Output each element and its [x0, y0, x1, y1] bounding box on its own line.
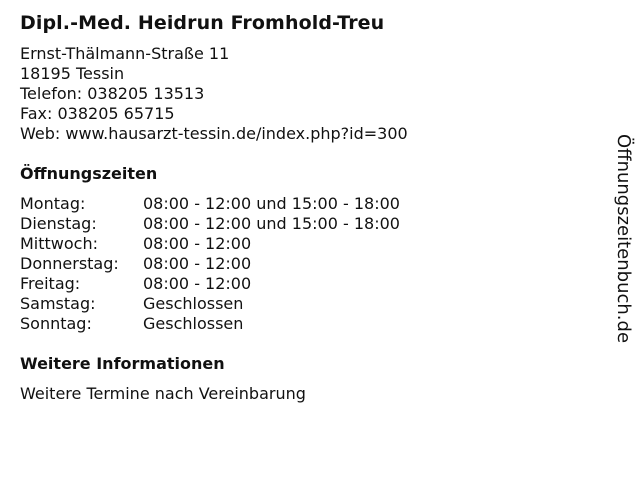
opening-hours-heading: Öffnungszeiten — [20, 164, 158, 183]
more-info-text: Weitere Termine nach Vereinbarung — [20, 384, 306, 403]
phone-number: Telefon: 038205 13513 — [20, 84, 205, 103]
practice-name: Dipl.-Med. Heidrun Fromhold-Treu — [20, 12, 385, 34]
day-label: Mittwoch: — [20, 234, 98, 253]
website-link[interactable]: Web: www.hausarzt-tessin.de/index.php?id=300 — [20, 124, 408, 143]
hours-row — [20, 274, 600, 294]
hours-value: Geschlossen — [143, 294, 244, 313]
hours-value: 08:00 - 12:00 und 15:00 - 18:00 — [143, 214, 400, 233]
more-info-heading: Weitere Informationen — [20, 354, 225, 373]
hours-row — [20, 194, 600, 214]
day-label: Montag: — [20, 194, 86, 213]
city-address: 18195 Tessin — [20, 64, 125, 83]
day-label: Dienstag: — [20, 214, 97, 233]
hours-value: 08:00 - 12:00 — [143, 274, 252, 293]
hours-value: Geschlossen — [143, 314, 244, 333]
hours-value: 08:00 - 12:00 — [143, 254, 252, 273]
brand-watermark: Öffnungszeitenbuch.de — [613, 134, 634, 344]
opening-hours-table — [20, 194, 600, 334]
day-label: Freitag: — [20, 274, 81, 293]
day-label: Donnerstag: — [20, 254, 119, 273]
practice-card — [20, 10, 600, 404]
day-label: Samstag: — [20, 294, 96, 313]
hours-row — [20, 294, 600, 314]
street-address: Ernst-Thälmann-Straße 11 — [20, 44, 230, 63]
hours-row — [20, 214, 600, 234]
hours-value: 08:00 - 12:00 und 15:00 - 18:00 — [143, 194, 400, 213]
day-label: Sonntag: — [20, 314, 92, 333]
hours-value: 08:00 - 12:00 — [143, 234, 252, 253]
hours-row — [20, 314, 600, 334]
fax-number: Fax: 038205 65715 — [20, 104, 175, 123]
hours-row — [20, 234, 600, 254]
address-block — [20, 44, 600, 144]
hours-row — [20, 254, 600, 274]
